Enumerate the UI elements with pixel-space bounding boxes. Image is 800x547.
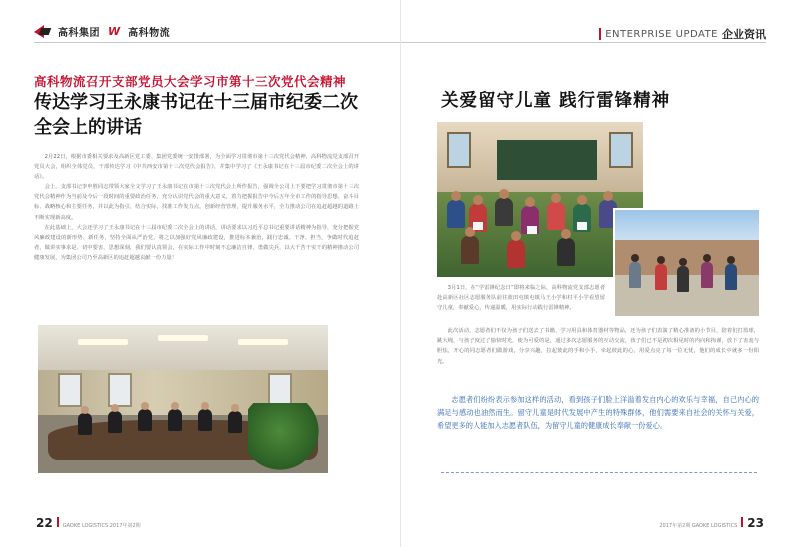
- logistics-logo-mark: W: [108, 24, 121, 38]
- article-body-mid: [437, 326, 759, 367]
- meeting-photo: [38, 325, 328, 473]
- article-paragraph: 此次活动，志愿者们不仅为孩子们送去了书籍、学习用具和体育器材等物品，还为孩子们表演了精心准备的小节目，陪着们打篮球，跳大绳，与孩子度过了愉快时光，使为可爱的是，通过多次志愿服务的互动交流，孩子们已不是初次相见时的内向和拘谨，放下了害羞与胆怯，开心的同志愿者们做游戏，分享兴趣，拉起彼此的手和小手，牵起彼此的心，用爱点亮了每一位无忧，他们的成长中就多一份阳光。: [437, 328, 759, 365]
- folio-caption: 2017年第2期 GAOKE LOGISTICS: [659, 523, 738, 529]
- highlight-paragraph: 志愿者们纷纷表示参加这样的活动，看到孩子们脸上洋溢着发自内心的欢乐与幸福，自己内心的满足与感动也油然而生。留守儿童是时代发展中产生的特殊群体，他们需要来自社会的关怀与关爱，希望更多的人能加入志愿者队伍，为留守儿童的健康成长奉献一份爱心。: [437, 395, 759, 431]
- article-paragraph: 会上，支部书记李申胜同志带领大家全文学习了王永康书记在市第十三次党代会上所作报告，强调全公司上下要把学习贯彻市第十三次党代会精神作为当前及今后一段时间的重要政治任务，充分认识党代会的重大意义，着力把握报告中今后五年全市工作的指导思想、奋斗目标、战略核心和主要任务，并以此为指引，结合实际，找准工作发力点，创新经营管理，提升服务水平，全力推动公司在追赶超越的道路上不断实现新高度。: [34, 184, 359, 221]
- page-folio-right: [659, 516, 764, 530]
- article-kicker: 高科物流召开支部党员大会学习市第十三次党代会精神: [34, 74, 347, 89]
- gaoke-group-logo-icon: [34, 25, 50, 38]
- article-headline: 关爱留守儿童 践行雷锋精神: [441, 91, 671, 111]
- highlight-quote: [437, 393, 759, 433]
- section-label-en: ENTERPRISE UPDATE: [605, 28, 718, 40]
- page-number: 22: [36, 516, 53, 530]
- section-label-zh: 企业资讯: [722, 28, 766, 41]
- article-body-top: [437, 283, 605, 314]
- article-paragraph: 2月22日，根据市委相关要求及高新区党工委、集团党委统一安排部署，为全面学习贯彻市第十三次党代会精神，高科物流党支部召开党员大会，组织全体党员、干部传达学习《中共西安市第十三次党代会报告》，并集中学习了《王永康书记在十三届市纪委二次全会上的讲话》。: [34, 154, 359, 181]
- page-number: 23: [747, 516, 764, 530]
- header-rule: [401, 42, 766, 43]
- article-body: [34, 152, 359, 263]
- article-paragraph: 3月1日，在“学雷锋纪念日”即将来临之际，高科物流党支部志愿者赴高新区社区志愿服务队前往蓝田屯镇屯镇马王小学和村平小学看望留守儿童，奉献爱心，传递温暖，用实际行动践行雷锋精神。: [437, 285, 605, 312]
- article-headline: 传达学习王永康书记在十三届市纪委二次全会上的讲话: [34, 92, 358, 138]
- brand-bar: [34, 22, 170, 40]
- section-label: [599, 26, 766, 42]
- right-page: [400, 0, 800, 547]
- brand-group-text: 高科集团: [58, 27, 100, 39]
- article-paragraph: 在此基础上，大会还学习了王永康书记在十三届市纪委二次全会上的讲话，讲话要求以习近平总书记重要讲话精神为指导，充分把握党风廉政建设的新形势、新任务，坚持全面从严治党，将之以加强好党风廉政建设，推进标本兼治，践行忠诚、干净、担当，争做时代追赶者，做讲实事求是、切中要害、思想深刻，我们要认真领会，在实际工作中时刻不忘廉洁自律，勇做尖兵，以大千苦干实干的精神推动公司健康发展，为集团公司乃至高新区的追赶超越贡献一份力量！: [34, 224, 359, 261]
- header-rule: [34, 42, 400, 43]
- page-folio-left: [36, 516, 141, 530]
- highlight-rule: [441, 472, 757, 473]
- folio-caption: GAOKE LOGISTICS 2017年第2期: [62, 523, 141, 529]
- brand-logistics-text: 高科物流: [128, 27, 171, 39]
- donation-photo: [613, 208, 761, 318]
